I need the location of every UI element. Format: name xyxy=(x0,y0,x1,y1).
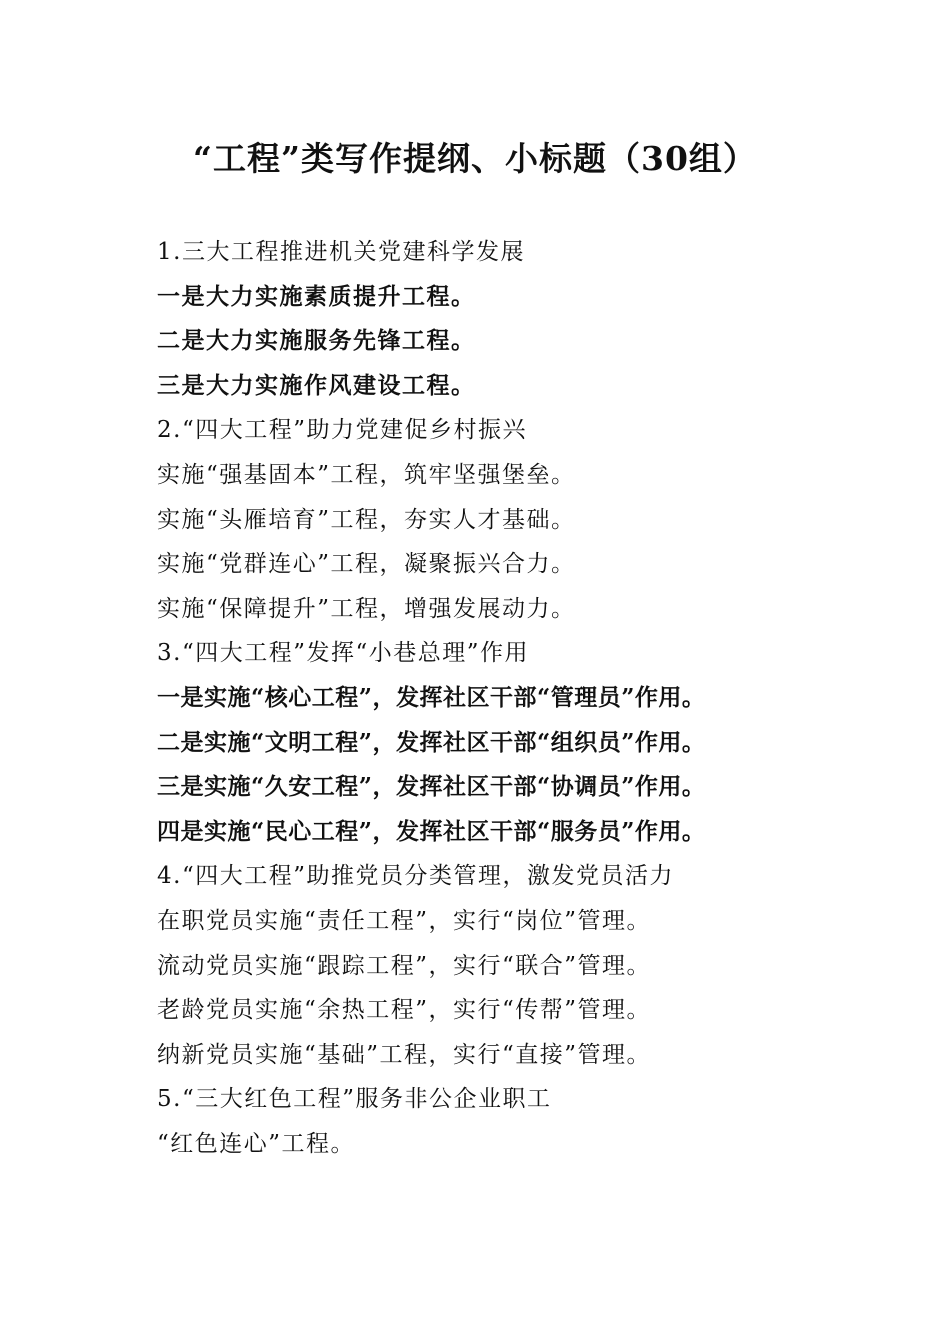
section-heading: 4.“四大工程”助推党员分类管理，激发党员活力 xyxy=(157,863,674,890)
section-item: 三是实施“久安工程”，发挥社区干部“协调员”作用。 xyxy=(157,773,706,801)
section-heading: 3.“四大工程”发挥“小巷总理”作用 xyxy=(157,640,529,667)
section-item: 流动党员实施“跟踪工程”，实行“联合”管理。 xyxy=(157,952,652,979)
section-item: 四是实施“民心工程”，发挥社区干部“服务员”作用。 xyxy=(157,817,706,845)
section-item: 在职党员实施“责任工程”，实行“岗位”管理。 xyxy=(157,907,652,934)
section-heading: 2.“四大工程”助力党建促乡村振兴 xyxy=(157,417,527,444)
document-body xyxy=(157,230,917,1166)
section-item: 一是实施“核心工程”，发挥社区干部“管理员”作用。 xyxy=(157,683,706,711)
section-item: 实施“头雁培育”工程，夯实人才基础。 xyxy=(157,506,576,533)
section-heading: 1.三大工程推进机关党建科学发展 xyxy=(157,239,525,265)
section-item: 二是实施“文明工程”，发挥社区干部“组织员”作用。 xyxy=(157,728,706,756)
section-item: 二是大力实施服务先锋工程。 xyxy=(157,327,476,355)
section-item: 纳新党员实施“基础”工程，实行“直接”管理。 xyxy=(157,1041,652,1068)
section-heading: 5.“三大红色工程”服务非公企业职工 xyxy=(157,1086,552,1113)
section-item: 一是大力实施素质提升工程。 xyxy=(157,282,476,310)
document-title: “工程”类写作提纲、小标题（30组） xyxy=(193,139,757,178)
section-item: 老龄党员实施“余热工程”，实行“传帮”管理。 xyxy=(157,997,652,1024)
section-item: 实施“保障提升”工程，增强发展动力。 xyxy=(157,595,576,622)
section-item: 实施“强基固本”工程，筑牢坚强堡垒。 xyxy=(157,461,576,488)
section-item: “红色连心”工程。 xyxy=(157,1130,356,1157)
section-item: 实施“党群连心”工程，凝聚振兴合力。 xyxy=(157,551,576,578)
section-item: 三是大力实施作风建设工程。 xyxy=(157,371,476,399)
